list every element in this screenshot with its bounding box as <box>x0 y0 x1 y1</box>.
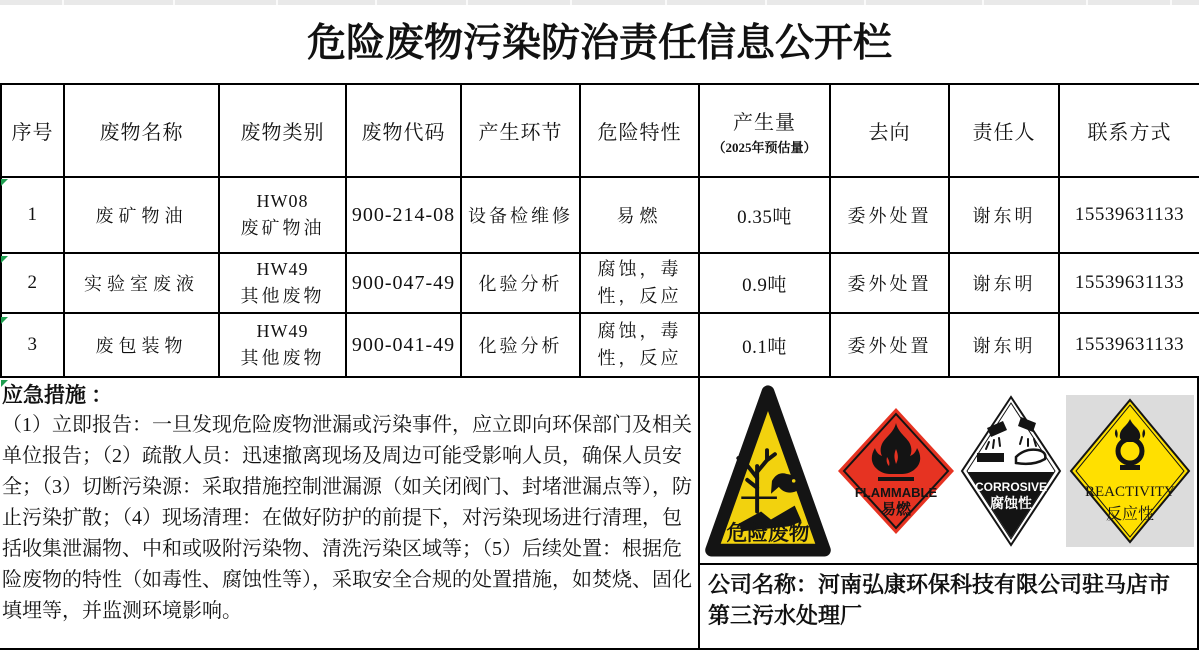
hazardous-waste-label: 危险废物 <box>726 522 810 545</box>
col-header-destination: 去向 <box>830 84 949 177</box>
reactivity-label-zh: 反应性 <box>1105 505 1154 523</box>
col-header-hazard: 危险特性 <box>580 84 699 177</box>
cell-person: 谢东明 <box>949 177 1059 253</box>
cell-waste-name: 废矿物油 <box>64 177 219 253</box>
cell-no: 3 <box>1 313 64 377</box>
cell-stage: 化验分析 <box>461 253 580 313</box>
category-name: 其他废物 <box>240 286 325 306</box>
reactivity-label-en: REACTIVITY <box>1084 483 1175 500</box>
cell-destination: 委外处置 <box>830 313 949 377</box>
table-header-row <box>1 84 1199 177</box>
emergency-heading: 应急措施 ： <box>2 383 113 407</box>
cell-person: 谢东明 <box>949 253 1059 313</box>
cell-contact: 15539631133 <box>1059 253 1199 313</box>
page-title: 危险废物污染防治责任信息公开栏 <box>306 22 892 65</box>
cell-destination: 委外处置 <box>830 253 949 313</box>
cell-error-indicator <box>1 179 8 186</box>
corrosive-sign-icon <box>960 395 1062 547</box>
category-code: HW49 <box>256 259 309 279</box>
reactivity-sign-icon <box>1066 395 1194 547</box>
cell-amount: 0.1吨 <box>699 313 830 377</box>
col-header-person: 责任人 <box>949 84 1059 177</box>
cell-stage: 设备检维修 <box>461 177 580 253</box>
cell-code: 900-214-08 <box>346 177 461 253</box>
amount-header-main: 产生量 <box>733 111 796 134</box>
cell-error-indicator <box>1 317 8 324</box>
emergency-body-text: （1）立即报告：一旦发现危险废物泄漏或污染事件，应立即向环保部门及相关单位报告；（2）疏散人员：迅速撤离现场及周边可能受影响人员，确保人员安全；（3）切断污染源：采取措施控制泄漏源（如关闭阀门、封堵泄漏点等），防止污染扩散；（4）现场清理：在做好防护的前提下，对污染现场进行清理，包括收集泄漏物、中和或吸附污染物、清洗污染区域等；（5）后续处置：根据危险废物的特性（如毒性、腐蚀性等），采取安全合规的处置措施，如焚烧、固化填埋等，并监测环境影响。 <box>2 414 692 622</box>
cell-no: 1 <box>1 177 64 253</box>
cell-error-indicator <box>1 256 8 263</box>
spreadsheet-row-remnant <box>0 0 1199 5</box>
cell-person: 谢东明 <box>949 313 1059 377</box>
corrosive-label-en: CORROSIVE <box>974 479 1047 494</box>
hazard-signs-panel <box>698 378 1199 563</box>
cell-destination: 委外处置 <box>830 177 949 253</box>
table-row <box>1 253 1199 313</box>
col-header-name: 废物名称 <box>64 84 219 177</box>
cell-code: 900-047-49 <box>346 253 461 313</box>
hazardous-waste-sign-icon <box>703 381 833 561</box>
flammable-label-en: FLAMMABLE <box>855 484 938 500</box>
category-name: 废矿物油 <box>240 218 325 238</box>
flammable-label-zh: 易燃 <box>881 501 912 518</box>
cell-contact: 15539631133 <box>1059 313 1199 377</box>
col-header-category: 废物类别 <box>219 84 346 177</box>
cell-amount: 0.9吨 <box>699 253 830 313</box>
category-code: HW08 <box>256 191 309 211</box>
cell-hazard: 易燃 <box>580 177 699 253</box>
amount-header-sub: （2025年预估量） <box>712 139 817 155</box>
company-name-cell: 公司名称：河南弘康环保科技有限公司驻马店市第三污水处理厂 <box>698 563 1199 648</box>
emergency-measures-section <box>0 378 698 648</box>
cell-stage: 化验分析 <box>461 313 580 377</box>
cell-category <box>219 177 346 253</box>
cell-category <box>219 253 346 313</box>
col-header-stage: 产生环节 <box>461 84 580 177</box>
col-header-contact: 联系方式 <box>1059 84 1199 177</box>
col-header-amount <box>699 84 830 177</box>
category-code: HW49 <box>256 321 309 341</box>
cell-contact: 15539631133 <box>1059 177 1199 253</box>
cell-no: 2 <box>1 253 64 313</box>
col-header-no: 序号 <box>1 84 64 177</box>
col-header-code: 废物代码 <box>346 84 461 177</box>
cell-category <box>219 313 346 377</box>
cell-waste-name: 实验室废液 <box>64 253 219 313</box>
cell-waste-name: 废包装物 <box>64 313 219 377</box>
corrosive-label-zh: 腐蚀性 <box>989 496 1032 512</box>
cell-code: 900-041-49 <box>346 313 461 377</box>
cell-hazard <box>580 253 699 313</box>
cell-hazard <box>580 313 699 377</box>
table-row <box>1 313 1199 377</box>
table-row <box>1 177 1199 253</box>
cell-amount: 0.35吨 <box>699 177 830 253</box>
category-name: 其他废物 <box>240 348 325 368</box>
flammable-sign-icon <box>837 407 955 535</box>
waste-table <box>0 83 1199 378</box>
hazard-text: 腐蚀，毒性，反应 <box>597 321 682 368</box>
hazard-text: 腐蚀，毒性，反应 <box>597 259 682 306</box>
